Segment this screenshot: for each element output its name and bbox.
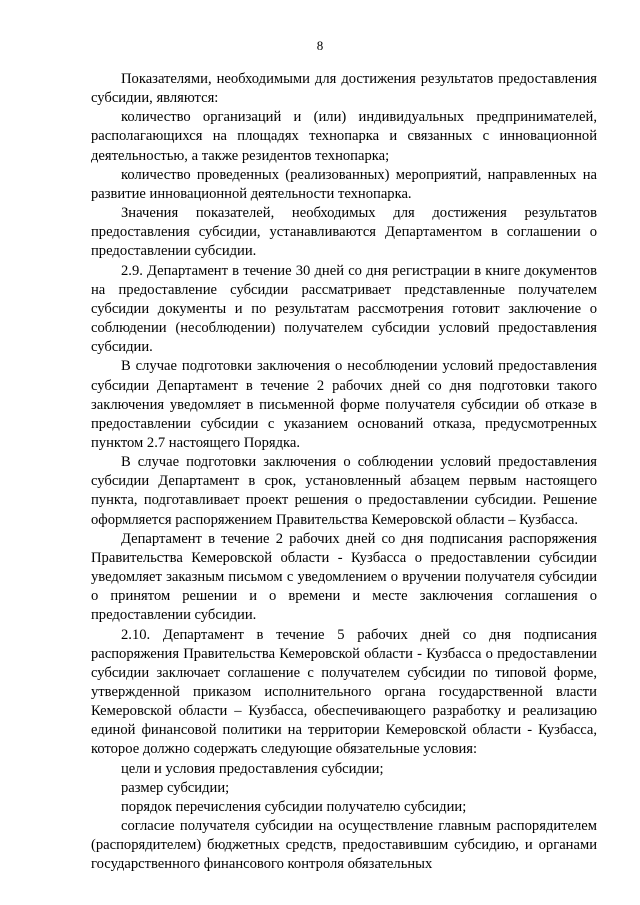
paragraph: количество проведенных (реализованных) мероприятий, направленных на развитие инновационной деятельности технопарка.: [91, 166, 597, 202]
paragraph: Показателями, необходимыми для достижения результатов предоставления субсидии, являются:: [91, 71, 597, 107]
paragraph: 2.10. Департамент в течение 5 рабочих дней со дня подписания распоряжения Правительства Кемеровской области - Кузбасса о предоставлении субсидии заключает соглашение с получателем субсидии по типовой форме, утвержденной приказом исполнительного органа государственной власти Кемеровской области – Кузбасса, обеспечивающего разработку и реализацию единой финансовой политики на территории Кемеровской области - Кузбасса, которое должно содержать следующие обязательные условия:: [91, 626, 597, 758]
paragraph: Департамент в течение 2 рабочих дней со дня подписания распоряжения Правительства Кемеровской области - Кузбасса о предоставлении субсидии уведомляет заказным письмом с уведомлением о вручении получателя субсидии о принятом решении и о времени и месте заключения соглашения о предоставлении субсидии.: [91, 530, 597, 624]
paragraph: размер субсидии;: [121, 779, 230, 796]
paragraph: порядок перечисления субсидии получателю субсидии;: [121, 798, 467, 815]
paragraph: согласие получателя субсидии на осуществление главным распорядителем (распорядителем) бюджетных средств, предоставившим субсидию, и органами государственного финансового контроля обязательных: [91, 818, 597, 873]
paragraph: В случае подготовки заключения о соблюдении условий предоставления субсидии Департамент в срок, установленный абзацем первым настоящего пункта, подготавливает проект решения о предоставлении субсидии. Решение оформляется распоряжением Правительства Кемеровской области – Кузбасса.: [91, 454, 597, 528]
paragraph: цели и условия предоставления субсидии;: [121, 760, 384, 777]
paragraph: количество организаций и (или) индивидуальных предпринимателей, располагающихся на площадях технопарка и связанных с инновационной деятельностью, а также резидентов технопарка;: [91, 109, 597, 164]
page-number: 8: [316, 38, 324, 53]
paragraph: Значения показателей, необходимых для достижения результатов предоставления субсидии, устанавливаются Департаментом в соглашении о предоставлении субсидии.: [91, 205, 597, 260]
paragraph: В случае подготовки заключения о несоблюдении условий предоставления субсидии Департамент в течение 2 рабочих дней со дня подготовки такого заключения уведомляет в письменной форме получателя субсидии об отказе в предоставлении субсидии с указанием оснований отказа, предусмотренных пунктом 2.7 настоящего Порядка.: [91, 358, 597, 451]
paragraph: 2.9. Департамент в течение 30 дней со дня регистрации в книге документов на предоставление субсидии рассматривает представленные получателем субсидии документы и по результатам рассмотрения готовит заключение о соблюдении (несоблюдении) получателем субсидии условий предоставления субсидии.: [91, 262, 597, 356]
body-text: [91, 70, 597, 875]
